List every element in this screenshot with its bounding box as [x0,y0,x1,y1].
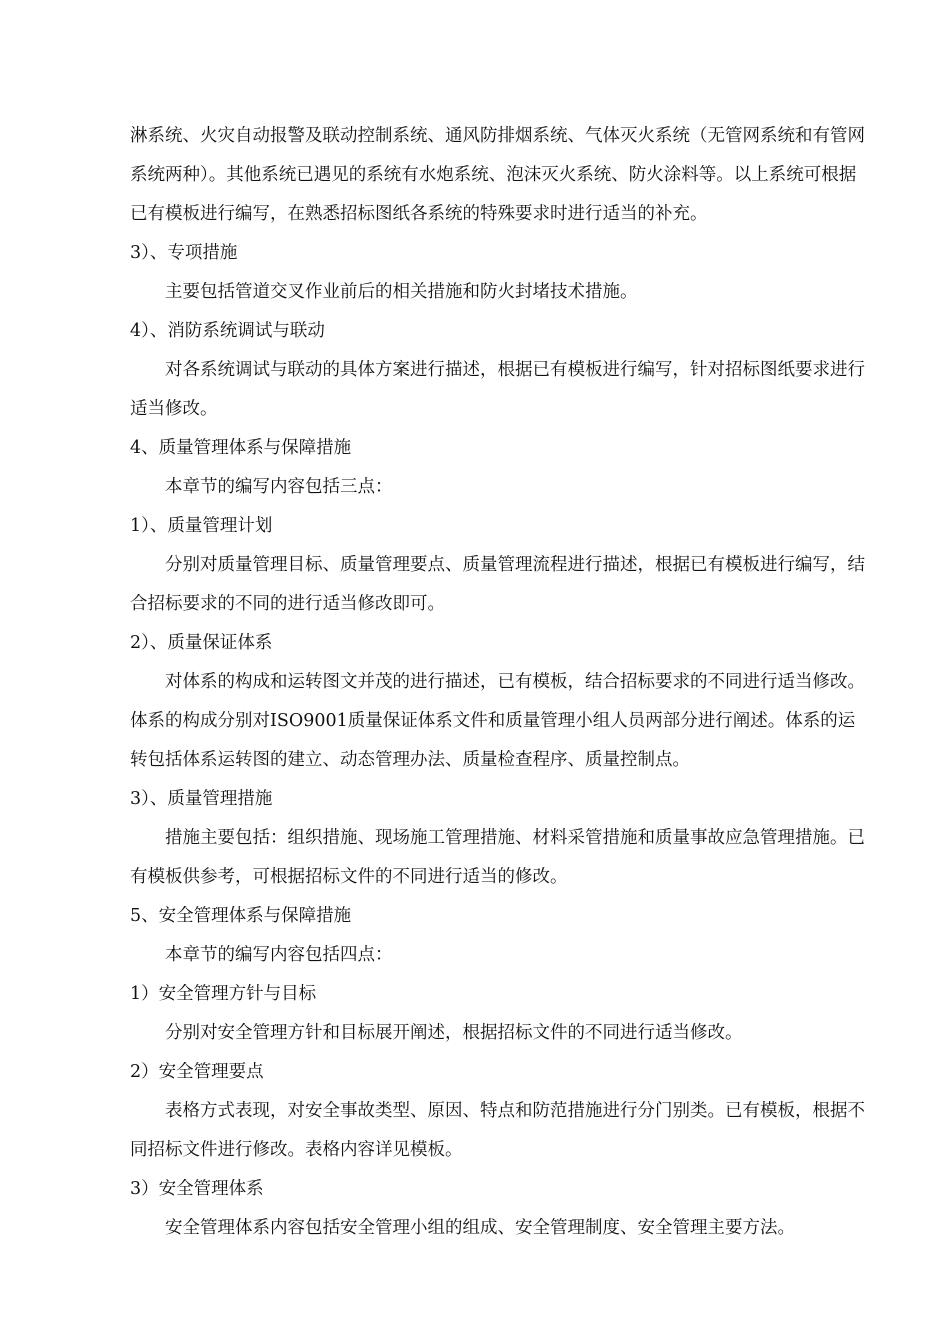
section-heading-quality: 4、质量管理体系与保障措施 [130,438,352,458]
subheading-system-debugging: 4）、消防系统调试与联动 [130,321,325,341]
paragraph-continuation: 淋系统、火灾自动报警及联动控制系统、通风防排烟系统、气体灭火系统（无管网系统和有管网系统两种）。其他系统已遇见的系统有水炮系统、泡沫灭火系统、防火涂料等。以上系统可根据已有模板进行编写，在熟悉招标图纸各系统的特殊要求时进行适当的补充。 [130,126,865,224]
paragraph: 表格方式表现，对安全事故类型、原因、特点和防范措施进行分门别类。已有模板，根据不同招标文件进行修改。表格内容详见模板。 [130,1101,865,1160]
section-heading-safety: 5、安全管理体系与保障措施 [130,906,352,926]
subheading-quality-measures: 3）、质量管理措施 [130,789,273,809]
paragraph: 安全管理体系内容包括安全管理小组的组成、安全管理制度、安全管理主要方法。 [165,1218,795,1238]
subheading-quality-plan: 1）、质量管理计划 [130,516,273,536]
paragraph: 对体系的构成和运转图文并茂的进行描述，已有模板，结合招标要求的不同进行适当修改。体系的构成分别对ISO9001质量保证体系文件和质量管理小组人员两部分进行阐述。体系的运转包括体系运转图的建立、动态管理办法、质量检查程序、质量控制点。 [130,672,865,770]
document-body [130,117,865,1248]
subheading-safety-points: 2）安全管理要点 [130,1062,264,1082]
subheading-special-measures: 3）、专项措施 [130,243,238,263]
subheading-safety-system: 3）安全管理体系 [130,1179,264,1199]
paragraph: 分别对安全管理方针和目标展开阐述，根据招标文件的不同进行适当修改。 [165,1023,743,1043]
subheading-safety-policy: 1）安全管理方针与目标 [130,984,317,1004]
paragraph: 本章节的编写内容包括三点： [165,477,393,497]
paragraph: 对各系统调试与联动的具体方案进行描述，根据已有模板进行编写，针对招标图纸要求进行适当修改。 [130,360,865,419]
paragraph: 分别对质量管理目标、质量管理要点、质量管理流程进行描述，根据已有模板进行编写，结合招标要求的不同的进行适当修改即可。 [130,555,865,614]
subheading-quality-assurance: 2）、质量保证体系 [130,633,273,653]
paragraph: 主要包括管道交叉作业前后的相关措施和防火封堵技术措施。 [165,282,638,302]
paragraph: 本章节的编写内容包括四点： [165,945,393,965]
paragraph: 措施主要包括：组织措施、现场施工管理措施、材料采管措施和质量事故应急管理措施。已有模板供参考，可根据招标文件的不同进行适当的修改。 [130,828,865,887]
